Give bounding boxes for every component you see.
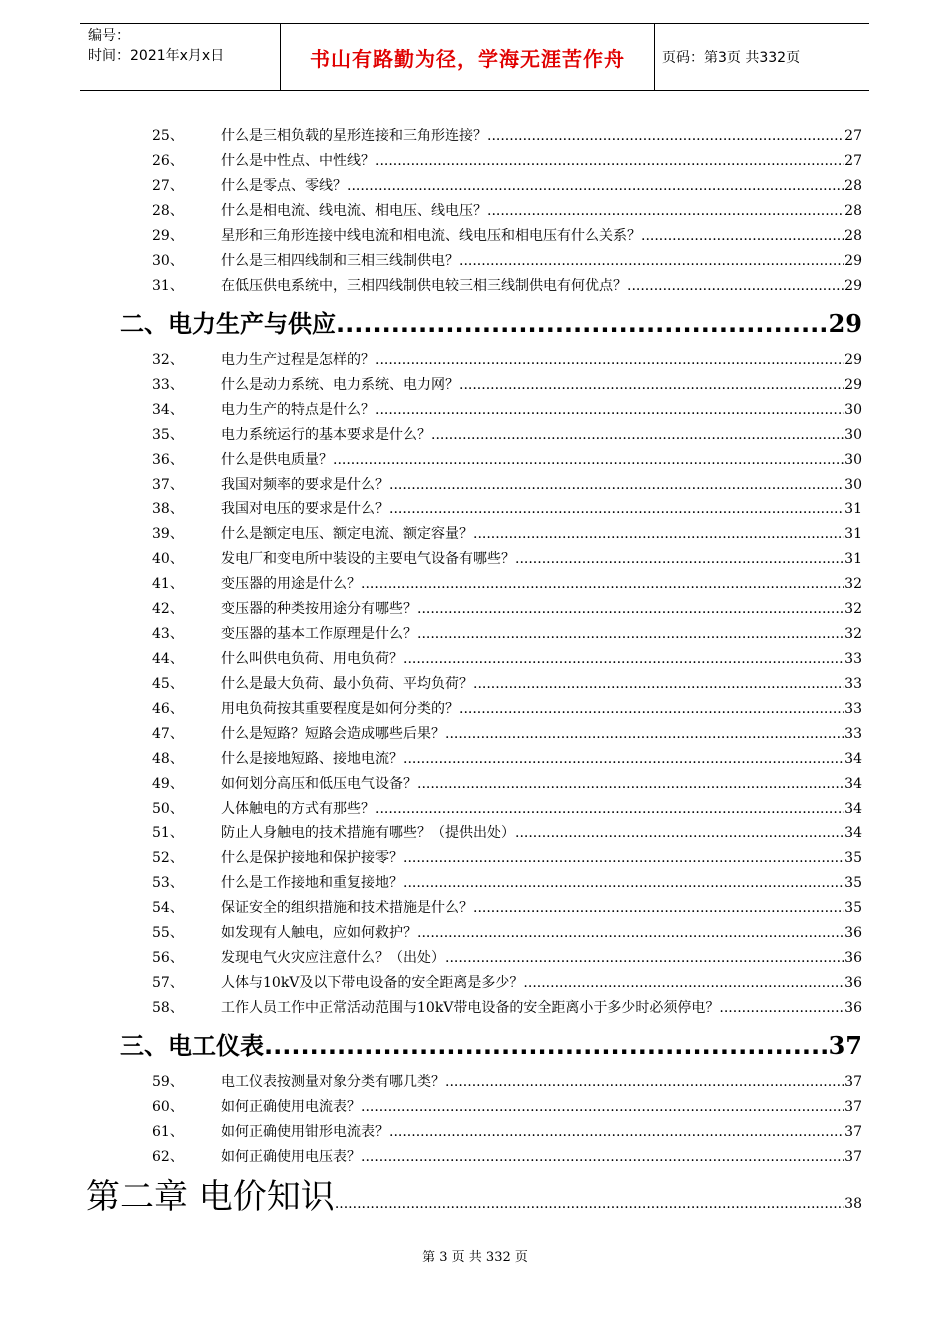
toc-entry-title: 什么是相电流、线电流、相电压、线电压？: [221, 203, 487, 219]
toc-entry-number: 49、: [152, 776, 184, 792]
toc-entry-number: 60、: [152, 1099, 184, 1115]
toc-entry-title: 什么是工作接地和重复接地？: [221, 875, 403, 891]
toc-entry-page: 37: [844, 1099, 862, 1115]
toc-entry-page: 33: [844, 676, 862, 692]
toc-leader-dots: [361, 573, 844, 595]
toc-leader-dots: [515, 822, 844, 844]
toc-entry-page: 33: [844, 651, 862, 667]
toc-entry-page: 29: [844, 352, 862, 368]
toc-leader-dots: [445, 723, 844, 745]
toc-entry-page: 36: [844, 950, 862, 966]
toc-entry-number: 39、: [152, 526, 184, 542]
toc-entry-page: 33: [844, 726, 862, 742]
toc-section-heading[interactable]: [120, 307, 862, 341]
toc-entry-page: 31: [844, 551, 862, 567]
toc-leader-dots: [264, 1029, 829, 1063]
toc-entry-title: 工作人员工作中正常活动范围与10kV带电设备的安全距离小于多少时必须停电？: [221, 1000, 720, 1016]
toc-entry[interactable]: [152, 623, 862, 645]
page-header: [80, 23, 869, 91]
toc-entry-page: 30: [844, 452, 862, 468]
toc-leader-dots: [417, 598, 844, 620]
toc-entry-title: 人体与10kV及以下带电设备的安全距离是多少？: [221, 975, 524, 991]
toc-entry-page: 31: [844, 501, 862, 517]
toc-leader-dots: [389, 1121, 844, 1143]
toc-leader-dots: [361, 1096, 844, 1118]
toc-entry-page: 37: [844, 1149, 862, 1165]
toc-leader-dots: [347, 175, 844, 197]
toc-entry[interactable]: [152, 225, 862, 247]
toc-entry-page: 30: [844, 427, 862, 443]
toc-entry-number: 27、: [152, 178, 184, 194]
toc-entry-title: 我国对频率的要求是什么？: [221, 477, 389, 493]
toc-entry-number: 34、: [152, 402, 184, 418]
toc-entry[interactable]: [152, 822, 862, 844]
toc-entry[interactable]: [152, 275, 862, 297]
toc-entry-page: 28: [844, 203, 862, 219]
toc-entry[interactable]: [152, 648, 862, 670]
toc-leader-dots: [417, 922, 844, 944]
toc-entry-number: 47、: [152, 726, 184, 742]
toc-entry-title: 什么是最大负荷、最小负荷、平均负荷？: [221, 676, 473, 692]
header-divider: [654, 24, 655, 90]
toc-entry-page: 30: [844, 402, 862, 418]
toc-entry[interactable]: [152, 1096, 862, 1118]
toc-entry-title: 我国对电压的要求是什么？: [221, 501, 389, 517]
toc-entry-number: 57、: [152, 975, 184, 991]
toc-entry-number: 38、: [152, 501, 184, 517]
toc-entry-page: 36: [844, 975, 862, 991]
toc-leader-dots: [473, 897, 844, 919]
toc-entry-page: 27: [844, 128, 862, 144]
toc-entry-number: 50、: [152, 801, 184, 817]
toc-entry-number: 37、: [152, 477, 184, 493]
toc-entry-number: 51、: [152, 825, 184, 841]
toc-entry[interactable]: [152, 175, 862, 197]
toc-entry[interactable]: [152, 598, 862, 620]
page-footer: 第 3 页 共 332 页: [422, 1250, 528, 1265]
toc-leader-dots: [523, 972, 844, 994]
toc-entry-number: 46、: [152, 701, 184, 717]
toc-leader-dots: [335, 1196, 844, 1212]
toc-entry-number: 48、: [152, 751, 184, 767]
toc-entry-page: 34: [844, 825, 862, 841]
toc-entry-page: 35: [844, 875, 862, 891]
toc-entry-title: 人体触电的方式有那些？: [221, 801, 375, 817]
toc-entry-page: 37: [844, 1124, 862, 1140]
toc-entry-page: 32: [844, 576, 862, 592]
toc-entry-page: 33: [844, 701, 862, 717]
header-meta: [88, 26, 288, 88]
toc-leader-dots: [389, 498, 844, 520]
toc-entry-title: 什么是额定电压、额定电流、额定容量？: [221, 526, 473, 542]
toc-entry-title: 什么是动力系统、电力系统、电力网？: [221, 377, 459, 393]
toc-entry-number: 33、: [152, 377, 184, 393]
toc-entry[interactable]: [152, 573, 862, 595]
toc-entry[interactable]: [152, 1146, 862, 1168]
toc-section-heading[interactable]: [120, 1029, 862, 1063]
toc-entry-page: 34: [844, 751, 862, 767]
document-number-label: 编号：: [88, 28, 130, 44]
toc-entry-title: 保证安全的组织措施和技术措施是什么？: [221, 900, 473, 916]
toc-leader-dots: [361, 1146, 844, 1168]
toc-entry-title: 什么是供电质量？: [221, 452, 333, 468]
toc-entry-title: 用电负荷按其重要程度是如何分类的？: [221, 701, 459, 717]
toc-leader-dots: [403, 847, 844, 869]
toc-entry-title: 如发现有人触电，应如何救护？: [221, 925, 417, 941]
toc-entry[interactable]: [152, 872, 862, 894]
toc-entry-number: 52、: [152, 850, 184, 866]
toc-entry-page: 29: [844, 253, 862, 269]
toc-entry[interactable]: [152, 498, 862, 520]
toc-entry-title: 什么是中性点、中性线？: [221, 153, 375, 169]
toc-entry-number: 32、: [152, 352, 184, 368]
toc-entry[interactable]: [152, 125, 862, 147]
toc-entry-number: 36、: [152, 452, 184, 468]
toc-leader-dots: [719, 997, 844, 1019]
toc-entry-number: 30、: [152, 253, 184, 269]
toc-entry-number: 41、: [152, 576, 184, 592]
toc-entry-number: 44、: [152, 651, 184, 667]
toc-leader-dots: [459, 698, 844, 720]
toc-leader-dots: [375, 399, 844, 421]
toc-leader-dots: [473, 523, 844, 545]
toc-leader-dots: [389, 474, 844, 496]
toc-chapter-heading[interactable]: [86, 1175, 862, 1219]
toc-entry[interactable]: [152, 673, 862, 695]
toc-entry[interactable]: [152, 1121, 862, 1143]
toc-entry-page: 35: [844, 900, 862, 916]
toc-leader-dots: [333, 449, 844, 471]
toc-leader-dots: [375, 349, 844, 371]
toc-entry-page: 32: [844, 626, 862, 642]
toc-entry[interactable]: [152, 723, 862, 745]
toc-entry-number: 29、: [152, 228, 184, 244]
toc-entry[interactable]: [152, 150, 862, 172]
toc-entry-title: 发电厂和变电所中装设的主要电气设备有哪些？: [221, 551, 515, 567]
toc-entry-title: 如何正确使用电流表？: [221, 1099, 361, 1115]
toc-chapter-page: 38: [844, 1196, 862, 1212]
toc-entry-title: 星形和三角形连接中线电流和相电流、线电压和相电压有什么关系？: [221, 228, 641, 244]
toc-entry-page: 36: [844, 1000, 862, 1016]
toc-entry-number: 26、: [152, 153, 184, 169]
toc-entry[interactable]: [152, 773, 862, 795]
toc-entry-title: 什么是三相四线制和三相三线制供电？: [221, 253, 459, 269]
toc-leader-dots: [403, 748, 844, 770]
toc-entry[interactable]: [152, 399, 862, 421]
toc-entry[interactable]: [152, 424, 862, 446]
toc-entry[interactable]: [152, 523, 862, 545]
document-time-label: 时间：2021年x月x日: [88, 48, 225, 64]
toc-entry-number: 28、: [152, 203, 184, 219]
toc-entry-page: 35: [844, 850, 862, 866]
toc-entry-page: 37: [844, 1074, 862, 1090]
toc-entry[interactable]: [152, 548, 862, 570]
toc-entry-number: 58、: [152, 1000, 184, 1016]
toc-section-title: 三、电工仪表: [120, 1032, 264, 1060]
toc-entry-title: 变压器的种类按用途分有哪些？: [221, 601, 417, 617]
toc-entry[interactable]: [152, 798, 862, 820]
toc-entry-number: 56、: [152, 950, 184, 966]
toc-entry-page: 29: [844, 377, 862, 393]
toc-leader-dots: [515, 548, 844, 570]
toc-entry-number: 40、: [152, 551, 184, 567]
toc-entry-number: 42、: [152, 601, 184, 617]
toc-leader-dots: [375, 150, 844, 172]
toc-entry-title: 什么是短路？短路会造成哪些后果？: [221, 726, 445, 742]
toc-entry[interactable]: [152, 698, 862, 720]
toc-section-page: 29: [828, 309, 862, 338]
toc-leader-dots: [473, 673, 844, 695]
toc-entry-title: 电力生产的特点是什么？: [221, 402, 375, 418]
toc-entry-title: 什么是零点、零线？: [221, 178, 347, 194]
toc-leader-dots: [375, 798, 844, 820]
toc-leader-dots: [487, 125, 844, 147]
toc-entry-page: 30: [844, 477, 862, 493]
toc-entry-number: 54、: [152, 900, 184, 916]
toc-entry[interactable]: [152, 474, 862, 496]
toc-entry[interactable]: [152, 1071, 862, 1093]
toc-leader-dots: [487, 200, 844, 222]
toc-leader-dots: [403, 872, 844, 894]
toc-leader-dots: [336, 307, 829, 341]
toc-entry-title: 电力生产过程是怎样的？: [221, 352, 375, 368]
toc-entry-title: 如何正确使用电压表？: [221, 1149, 361, 1165]
toc-entry-title: 如何正确使用钳形电流表？: [221, 1124, 389, 1140]
toc-leader-dots: [445, 947, 844, 969]
toc-entry[interactable]: [152, 947, 862, 969]
toc-entry-number: 31、: [152, 278, 184, 294]
toc-entry[interactable]: [152, 972, 862, 994]
toc-entry-number: 59、: [152, 1074, 184, 1090]
toc-leader-dots: [641, 225, 844, 247]
toc-entry-number: 53、: [152, 875, 184, 891]
toc-leader-dots: [627, 275, 844, 297]
toc-entry-page: 27: [844, 153, 862, 169]
toc-section-page: 37: [828, 1031, 862, 1060]
toc-entry-number: 61、: [152, 1124, 184, 1140]
toc-entry-number: 25、: [152, 128, 184, 144]
toc-entry[interactable]: [152, 200, 862, 222]
toc-entry-title: 什么叫供电负荷、用电负荷？: [221, 651, 403, 667]
toc-entry[interactable]: [152, 997, 862, 1019]
toc-leader-dots: [403, 648, 844, 670]
toc-entry-page: 34: [844, 776, 862, 792]
toc-leader-dots: [431, 424, 844, 446]
toc-chapter-title: 第二章 电价知识: [86, 1177, 335, 1217]
toc-entry-title: 变压器的基本工作原理是什么？: [221, 626, 417, 642]
toc-entry-title: 变压器的用途是什么？: [221, 576, 361, 592]
toc-entry-number: 35、: [152, 427, 184, 443]
toc-leader-dots: [417, 773, 844, 795]
toc-entry[interactable]: [152, 922, 862, 944]
toc-entry[interactable]: [152, 374, 862, 396]
toc-entry-title: 什么是三相负载的星形连接和三角形连接？: [221, 128, 487, 144]
toc-entry[interactable]: [152, 250, 862, 272]
toc-entry-title: 在低压供电系统中，三相四线制供电较三相三线制供电有何优点？: [221, 278, 627, 294]
toc-entry-title: 发现电气火灾应注意什么？（出处）: [221, 950, 445, 966]
toc-entry-page: 36: [844, 925, 862, 941]
toc-entry-page: 31: [844, 526, 862, 542]
toc-entry-title: 什么是保护接地和保护接零？: [221, 850, 403, 866]
toc-entry-page: 32: [844, 601, 862, 617]
toc-entry-page: 28: [844, 178, 862, 194]
toc-entry-number: 43、: [152, 626, 184, 642]
toc-entry-title: 防止人身触电的技术措施有哪些？（提供出处）: [221, 825, 515, 841]
toc-entry[interactable]: [152, 349, 862, 371]
toc-entry-number: 45、: [152, 676, 184, 692]
toc-entry-number: 55、: [152, 925, 184, 941]
toc-entry[interactable]: [152, 748, 862, 770]
toc-entry-page: 34: [844, 801, 862, 817]
toc-entry-number: 62、: [152, 1149, 184, 1165]
toc-entry-title: 电力系统运行的基本要求是什么？: [221, 427, 431, 443]
header-motto: 书山有路勤为径，学海无涯苦作舟: [310, 46, 625, 71]
toc-leader-dots: [417, 623, 844, 645]
toc-entry-page: 28: [844, 228, 862, 244]
toc-entry[interactable]: [152, 897, 862, 919]
header-page-number: 页码：第3页 共332页: [662, 50, 801, 66]
toc-entry[interactable]: [152, 449, 862, 471]
toc-entry-title: 如何划分高压和低压电气设备？: [221, 776, 417, 792]
toc-entry-title: 电工仪表按测量对象分类有哪几类？: [221, 1074, 445, 1090]
toc-entry-title: 什么是接地短路、接地电流？: [221, 751, 403, 767]
toc-leader-dots: [459, 374, 844, 396]
toc-leader-dots: [445, 1071, 844, 1093]
toc-entry[interactable]: [152, 847, 862, 869]
toc-entry-page: 29: [844, 278, 862, 294]
toc-section-title: 二、电力生产与供应: [120, 310, 336, 338]
toc-leader-dots: [459, 250, 844, 272]
